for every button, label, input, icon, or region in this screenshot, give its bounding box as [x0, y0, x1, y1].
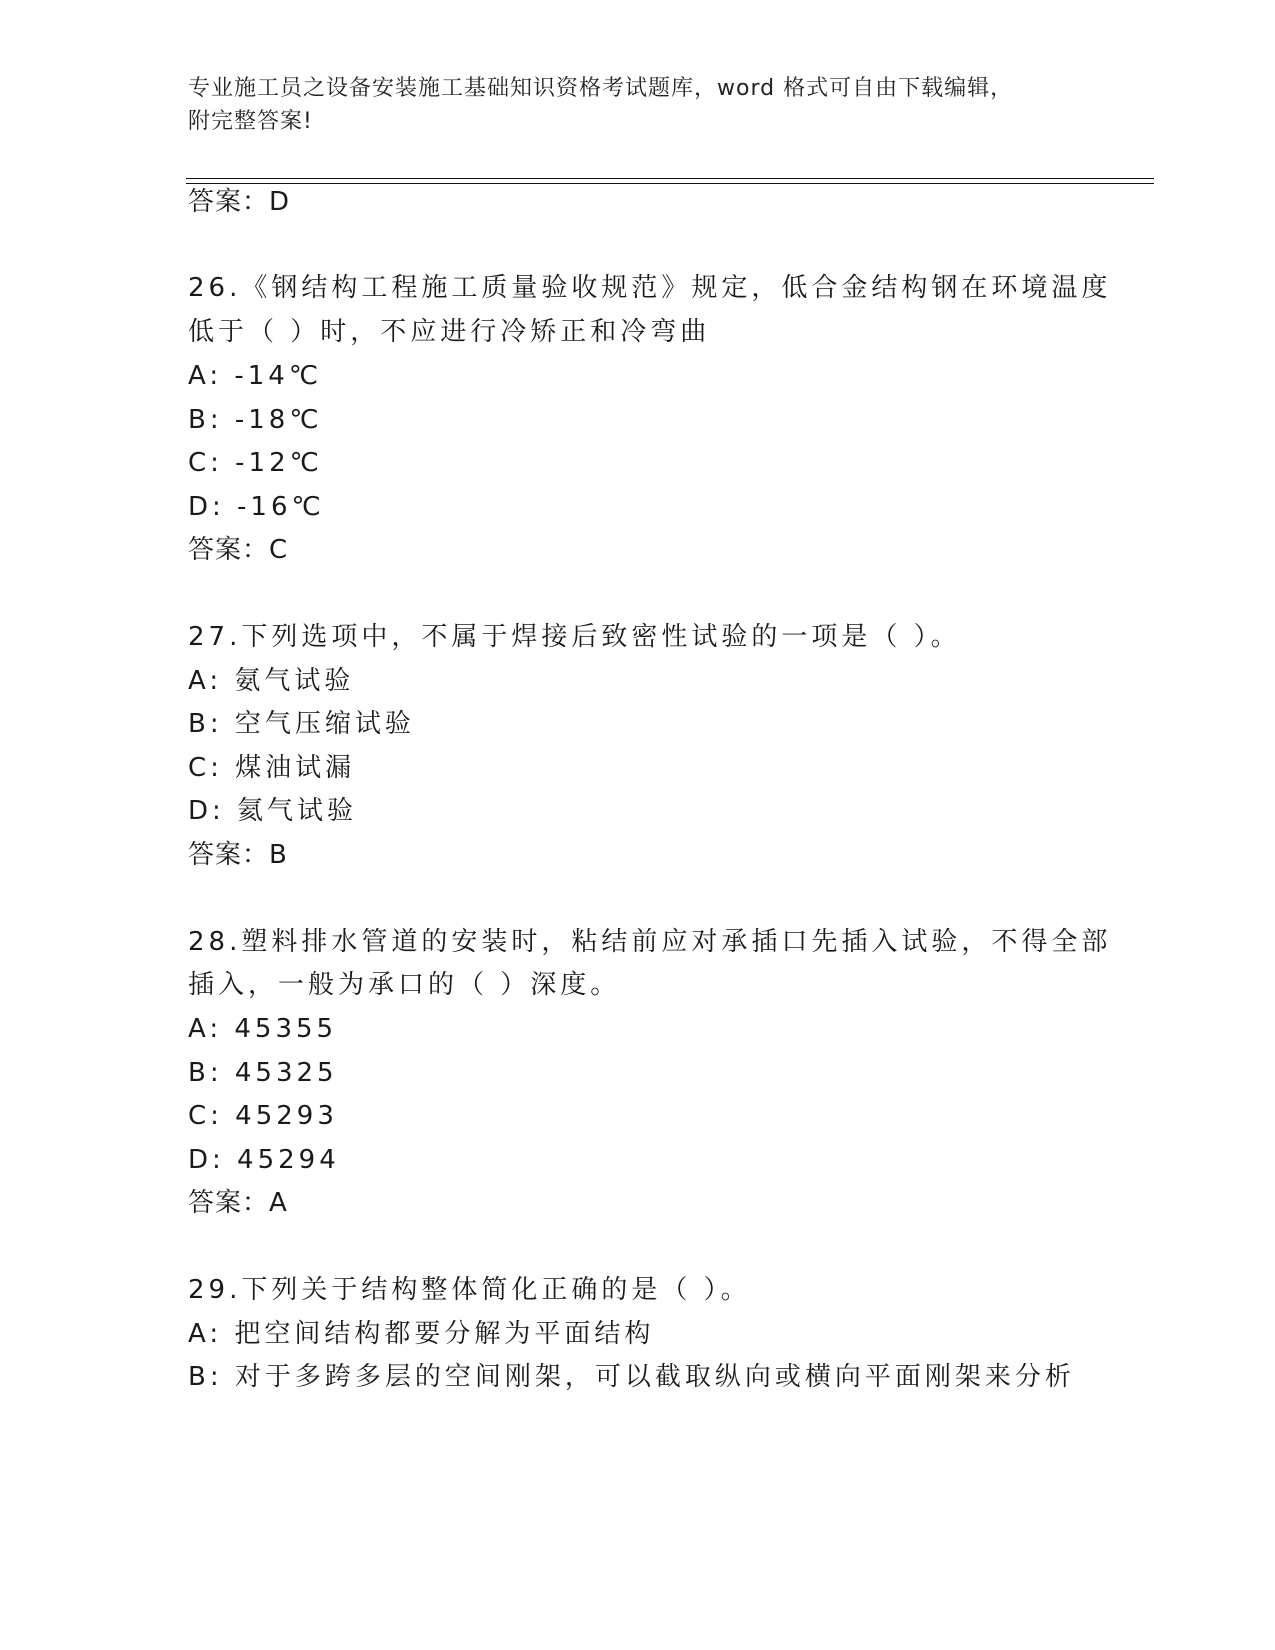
question-29-stem-line-1: 29.下列关于结构整体简化正确的是（ ）。	[188, 1275, 751, 1305]
header-line-2: 附完整答案!	[188, 109, 313, 134]
question-29-option-a: A: 把空间结构都要分解为平面结构	[188, 1319, 655, 1349]
header-line-1: 专业施工员之设备安装施工基础知识资格考试题库，word 格式可自由下载编辑，	[188, 76, 1014, 101]
question-28-option-d: D: 45294	[188, 1145, 340, 1175]
question-29-option-b: B: 对于多跨多层的空间刚架，可以截取纵向或横向平面刚架来分析	[188, 1362, 1075, 1392]
question-26-option-a: A: -14℃	[188, 361, 323, 391]
question-28-option-a: A: 45355	[188, 1014, 338, 1044]
question-28-stem-line-2: 插入，一般为承口的（ ）深度。	[188, 970, 621, 1000]
question-28-answer: 答案：A	[188, 1188, 288, 1218]
question-28-option-c: C: 45293	[188, 1101, 338, 1131]
question-26-option-b: B: -18℃	[188, 405, 323, 435]
question-26-answer: 答案：C	[188, 535, 289, 565]
question-26-option-c: C: -12℃	[188, 448, 323, 478]
question-28-option-b: B: 45325	[188, 1058, 338, 1088]
question-28-stem-line-1: 28.塑料排水管道的安装时，粘结前应对承插口先插入试验，不得全部	[188, 927, 1112, 957]
question-27-option-a: A: 氨气试验	[188, 666, 355, 696]
question-27-option-b: B: 空气压缩试验	[188, 709, 415, 739]
header-divider-bottom	[186, 183, 1154, 184]
question-26-option-d: D: -16℃	[188, 492, 325, 522]
question-27-option-d: D: 氦气试验	[188, 796, 358, 826]
answer-previous: 答案：D	[188, 187, 291, 217]
header-divider-top	[186, 178, 1154, 179]
document-header	[188, 72, 1068, 138]
question-26-stem-line-2: 低于（ ）时，不应进行冷矫正和冷弯曲	[188, 317, 711, 347]
question-27-option-c: C: 煤油试漏	[188, 753, 356, 783]
question-27-answer: 答案：B	[188, 840, 288, 870]
question-27-stem-line-1: 27.下列选项中，不属于焊接后致密性试验的一项是（ ）。	[188, 622, 961, 652]
question-26-stem-line-1: 26.《钢结构工程施工质量验收规范》规定，低合金结构钢在环境温度	[188, 273, 1112, 303]
